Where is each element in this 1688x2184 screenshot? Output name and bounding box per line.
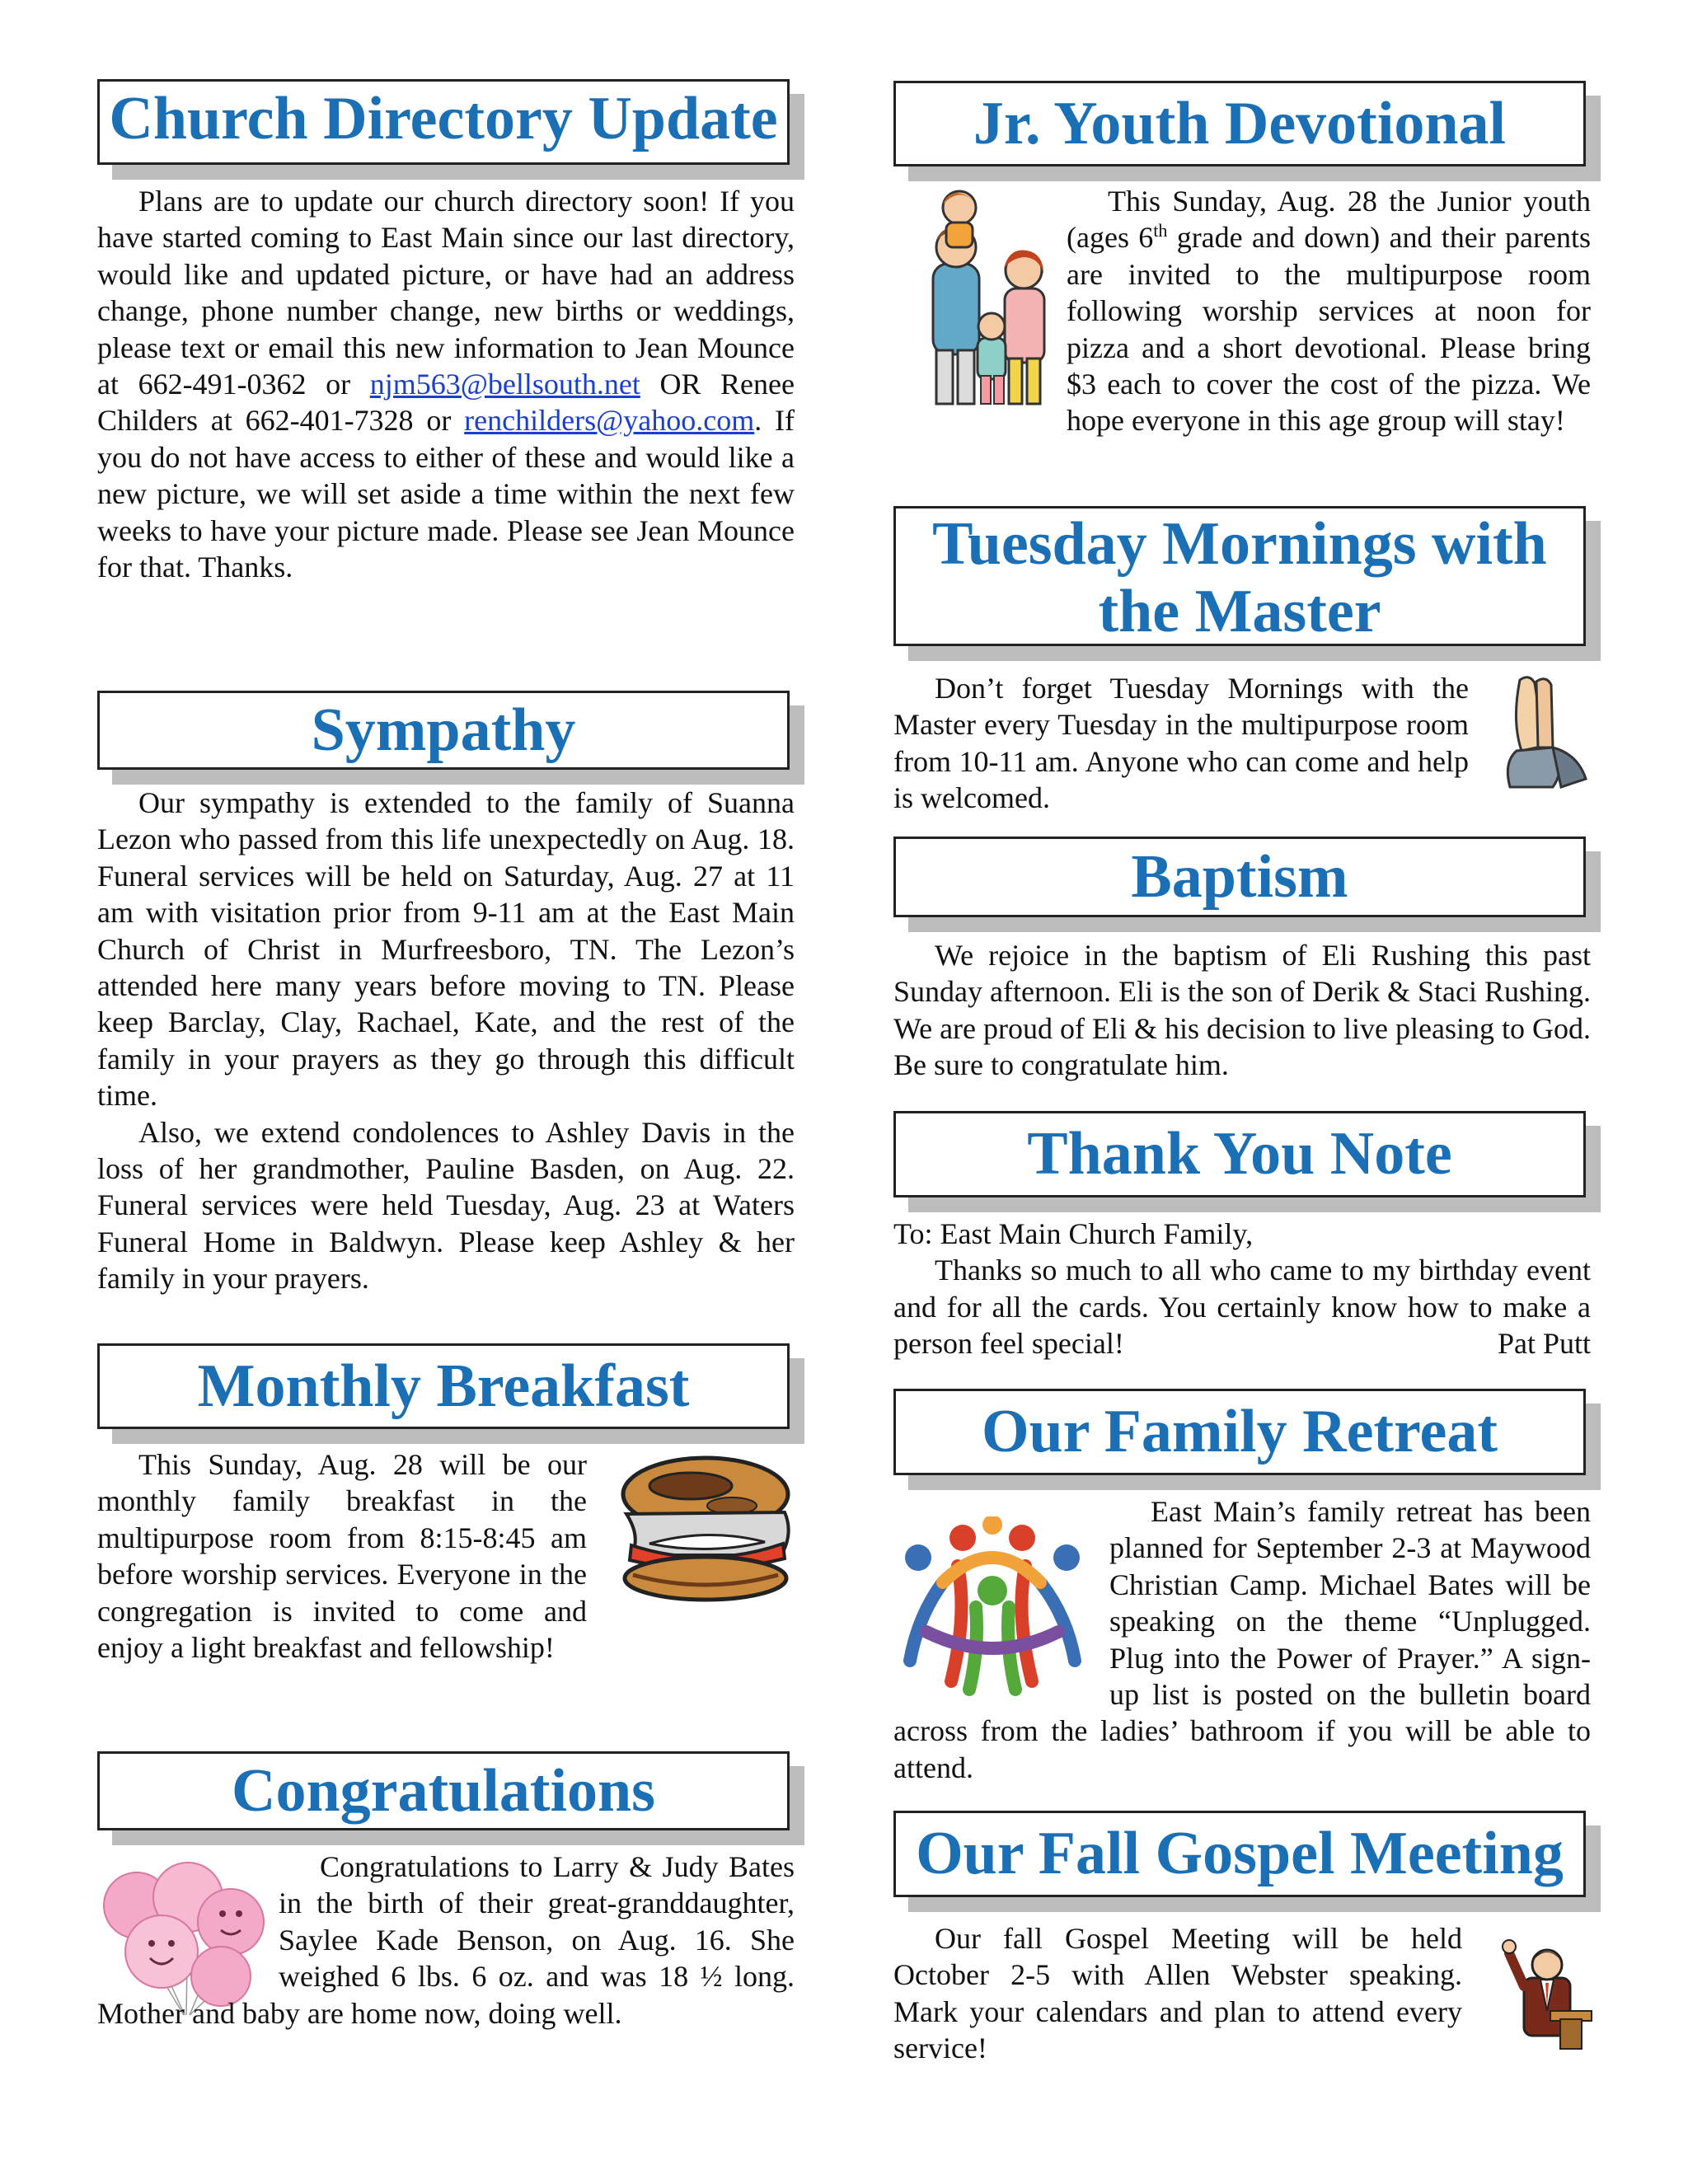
thanks-article bbox=[893, 1216, 1591, 1362]
preacher-icon bbox=[1499, 1929, 1598, 2052]
breakfast-sandwich-icon bbox=[608, 1455, 798, 1603]
sympathy-article bbox=[97, 785, 795, 1297]
retreat-article bbox=[893, 1493, 1591, 1786]
tuesday-title: Tuesday Mornings with the Master bbox=[932, 510, 1547, 645]
breakfast-paragraph: This Sunday, Aug. 28 will be our monthly family breakfast in the multipurpose room from 8:15-8:45 am before worship services. Everyone in the congregation is invited to come and enjoy a light breakfast and fellowship! bbox=[97, 1448, 587, 1665]
congrats-title: Congratulations bbox=[232, 1757, 655, 1825]
gospel-article bbox=[893, 1920, 1462, 2067]
retreat-title: Our Family Retreat bbox=[981, 1398, 1498, 1465]
breakfast-heading-box bbox=[97, 1343, 790, 1429]
thanks-greeting: To: East Main Church Family, bbox=[893, 1217, 1254, 1250]
youth-paragraph: This Sunday, Aug. 28 the Junior youth (ages 6th grade and down) and their parents are invited to the multipurpose room following worship services at noon for pizza and a short devotional. Please bring $3 each to cover the cost of the pizza. We hope everyone in this age group will stay! bbox=[1067, 185, 1591, 438]
directory-title: Church Directory Update bbox=[109, 85, 778, 152]
youth-title: Jr. Youth Devotional bbox=[973, 90, 1507, 157]
baptism-paragraph: We rejoice in the baptism of Eli Rushing this past Sunday afternoon. Eli is the son of Derik & Staci Rushing. We are proud of Eli & his decision to live pleasing to God. Be sure to congratulate him. bbox=[893, 939, 1591, 1082]
tuesday-heading-box bbox=[893, 506, 1586, 646]
gospel-paragraph: Our fall Gospel Meeting will be held October 2-5 with Allen Webster speaking. Mark your calendars and plan to attend every service! bbox=[893, 1922, 1462, 2065]
thanks-heading-box bbox=[893, 1111, 1586, 1197]
breakfast-title: Monthly Breakfast bbox=[197, 1352, 690, 1420]
retreat-paragraph: East Main’s family retreat has been planned for September 2-3 at Maywood Christian Camp. Michael Bates will be speaking on the theme “Unplugged. Plug into the Power of Prayer.” A sign-up list is posted on the bulletin board across from the ladies’ bathroom if you will be able to attend. bbox=[893, 1495, 1591, 1784]
directory-paragraph: Plans are to update our church directory soon! If you have started coming to East Main since our last directory, would like and updated picture, or have had an address change, phone number change, new births or weddings, please text or email this new information to Jean Mounce at 662-491-0362 or njm563@bellsouth.net OR Renee Childers at 662-401-7328 or renchilders@yahoo.com. If you do not have access to either of these and would like a new picture, we will set aside a time within the next few weeks to have your picture made. Please see Jean Mounce for that. Thanks. bbox=[97, 185, 795, 584]
sympathy-paragraph-2: Also, we extend condolences to Ashley Davis in the loss of her grandmother, Pauline Basden, on Aug. 22. Funeral services were held Tuesday, Aug. 23 at Waters Funeral Home in Baldwyn. Please keep Ashley & her family in your prayers. bbox=[97, 1115, 795, 1296]
directory-heading-box bbox=[97, 79, 790, 165]
gospel-title: Our Fall Gospel Meeting bbox=[916, 1820, 1564, 1887]
baptism-heading-box bbox=[893, 837, 1586, 917]
baptism-article bbox=[893, 937, 1591, 1084]
tuesday-paragraph: Don’t forget Tuesday Mornings with the Master every Tuesday in the multipurpose room from 10-11 am. Anyone who can come and help is welcomed. bbox=[893, 672, 1469, 815]
youth-heading-box bbox=[893, 81, 1586, 166]
thanks-paragraph: Thanks so much to all who came to my birthday event and for all the cards. You certainly know how to make a person feel special! Pat Putt bbox=[893, 1252, 1591, 1361]
thanks-title: Thank You Note bbox=[1027, 1120, 1452, 1188]
email-link-jean[interactable]: njm563@bellsouth.net bbox=[369, 368, 640, 401]
thanks-signature: Pat Putt bbox=[1497, 1327, 1591, 1361]
praying-hands-icon bbox=[1487, 672, 1592, 791]
gospel-heading-box bbox=[893, 1811, 1586, 1897]
breakfast-article bbox=[97, 1446, 587, 1666]
retreat-heading-box bbox=[893, 1389, 1586, 1475]
congrats-heading-box bbox=[97, 1751, 790, 1830]
directory-article bbox=[97, 183, 795, 585]
congrats-article bbox=[97, 1849, 795, 2032]
email-link-renee[interactable]: renchilders@yahoo.com bbox=[464, 404, 755, 438]
sympathy-paragraph-1: Our sympathy is extended to the family of Suanna Lezon who passed from this life unexpectedly on Aug. 18. Funeral services will be held on Saturday, Aug. 27 at 11 am with visitation prior from 9-11 am at the East Main Church of Christ in Murfreesboro, TN. The Lezon’s attended here many years before moving to TN. Please keep Barclay, Clay, Rachael, Kate, and the rest of the family in your prayers as they go through this difficult time. bbox=[97, 786, 795, 1113]
tuesday-article bbox=[893, 670, 1469, 817]
congrats-paragraph: Congratulations to Larry & Judy Bates in the birth of their great-granddaughter, Saylee Kade Benson, on Aug. 16. She weighed 6 lbs. 6 oz. and was 18 ½ long. Mother and baby are home now, doing well. bbox=[97, 1850, 795, 2030]
baptism-title: Baptism bbox=[1131, 843, 1348, 911]
sympathy-title: Sympathy bbox=[311, 696, 576, 764]
sympathy-heading-box bbox=[97, 691, 790, 770]
youth-article bbox=[893, 183, 1591, 439]
